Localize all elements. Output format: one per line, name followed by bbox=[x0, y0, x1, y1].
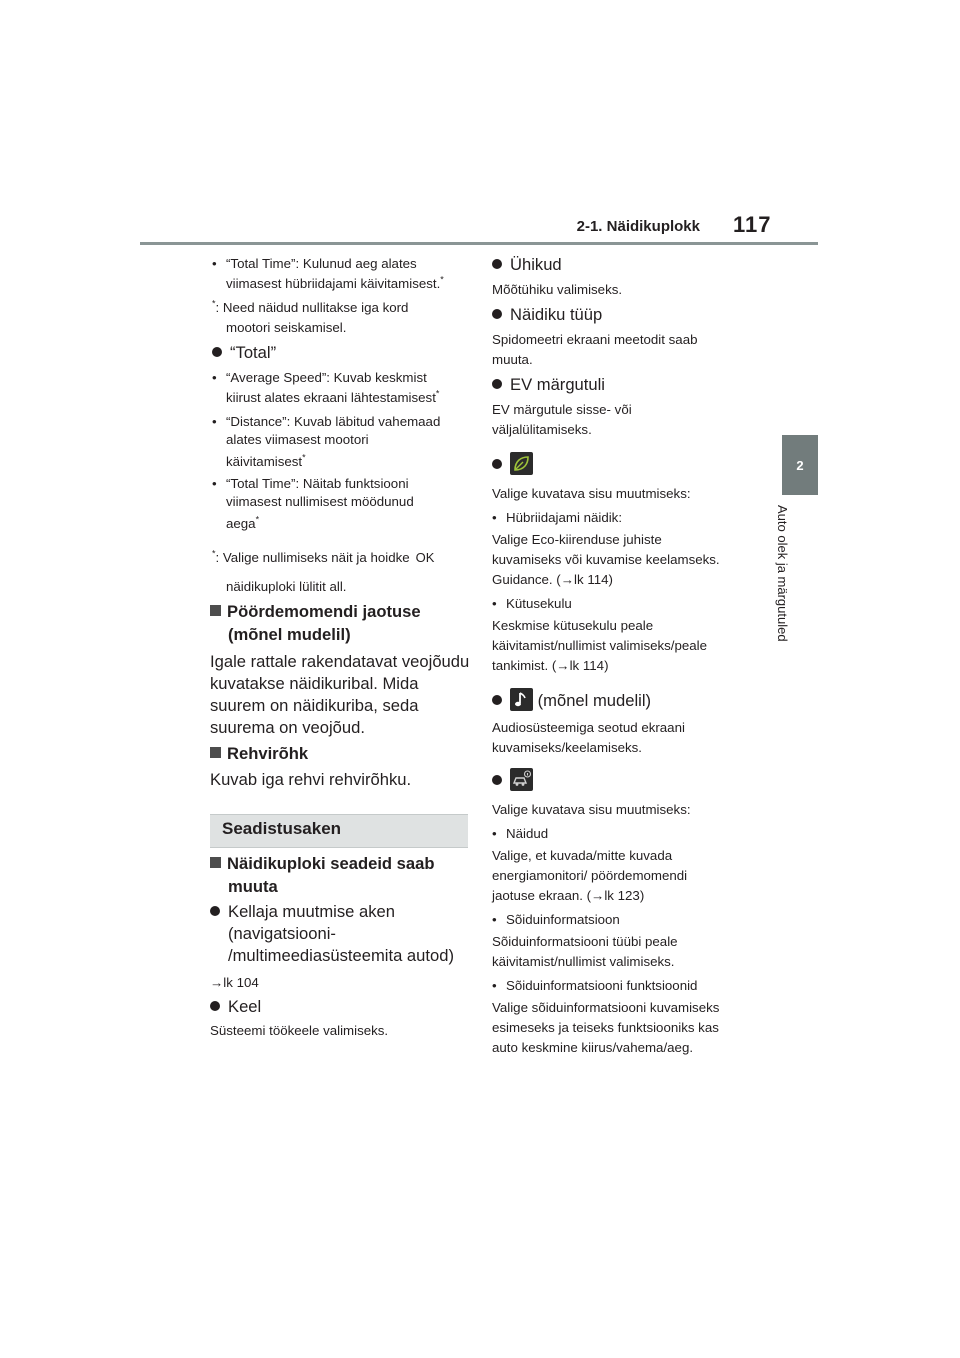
paragraph-meter-type bbox=[492, 330, 697, 370]
chapter-number: 2 bbox=[796, 457, 804, 473]
paragraph-line: Guidance. (→lk 114) bbox=[492, 572, 613, 587]
paragraph-line: tankimist. (→lk 114) bbox=[492, 658, 609, 673]
list-item: • Sõiduinformatsiooni funktsioonid bbox=[492, 978, 698, 993]
list-item-text: Kütusekulu bbox=[506, 596, 572, 611]
heading-torque bbox=[210, 601, 421, 623]
section-header-text: Seadistusaken bbox=[222, 819, 342, 838]
item-text: Kellaja muutmise aken bbox=[228, 902, 395, 921]
paragraph-line: Spidomeetri ekraani meetodit saab bbox=[492, 332, 698, 347]
item-clock-continuation bbox=[228, 945, 454, 967]
paragraph-line: Sõiduinformatsiooni tüübi peale bbox=[492, 934, 678, 949]
paragraph-vehicle-info: Valige kuvatava sisu muutmiseks: bbox=[492, 802, 691, 817]
list-item: • Kütusekulu bbox=[492, 596, 572, 611]
settings-section-header bbox=[210, 814, 468, 848]
item-units bbox=[492, 254, 562, 276]
paragraph-line: kuvamiseks või kuvamise keelamseks. bbox=[492, 552, 720, 567]
footnote-continuation bbox=[226, 577, 346, 597]
paragraph-tire: Kuvab iga rehvi rehvirõhku. bbox=[210, 770, 412, 789]
paragraph-language: Süsteemi töökeele valimiseks. bbox=[210, 1023, 389, 1038]
chapter-tab bbox=[782, 435, 818, 495]
bullet-dot-icon bbox=[210, 1001, 220, 1011]
item-audio bbox=[492, 688, 651, 712]
list-item-text: viimasest hübriidajami käivitamisest. bbox=[226, 276, 441, 291]
square-bullet-icon bbox=[210, 747, 221, 758]
list-item: • “Average Speed”: Kuvab keskmist bbox=[212, 370, 427, 385]
paragraph-audio bbox=[492, 718, 685, 758]
list-item-text: “Average Speed”: Kuvab keskmist bbox=[226, 370, 427, 385]
paragraph-line: muuta. bbox=[492, 352, 533, 367]
bullet-dot-icon bbox=[492, 259, 502, 269]
footnote bbox=[212, 548, 434, 568]
footnote-mark: * bbox=[212, 298, 216, 309]
item-text: /multimeediasüsteemita autod) bbox=[228, 946, 454, 965]
paragraph-line: jaotuse ekraan. (→lk 123) bbox=[492, 888, 645, 903]
page-number: 117 bbox=[733, 212, 772, 237]
item-clock bbox=[210, 901, 395, 923]
footnote-mark: * bbox=[212, 548, 216, 559]
chapter-title-text: Auto olek ja märgutuled bbox=[775, 505, 790, 642]
header-rule bbox=[140, 242, 818, 245]
bullet-dot-icon bbox=[210, 906, 220, 916]
bullet-dot-icon bbox=[492, 775, 502, 785]
footnote-text: mootori seiskamisel. bbox=[226, 320, 347, 335]
paragraph-line: esimeseks ja teiseks funktsiooniks kas bbox=[492, 1020, 719, 1035]
list-item-text: “Total Time”: Kulunud aeg alates bbox=[226, 256, 417, 271]
list-item-text: viimasest nullimisest möödunud bbox=[226, 494, 414, 509]
item-eco bbox=[492, 452, 533, 476]
paragraph-ev bbox=[492, 400, 632, 440]
paragraph-line: käivitamist/nullimist valimiseks/peale bbox=[492, 638, 708, 653]
paragraph-line: käivitamist/nullimist valimiseks. bbox=[492, 954, 675, 969]
paragraph-line: kuvatakse näidikuribal. Mida bbox=[210, 674, 419, 693]
footnote-mark: * bbox=[255, 514, 260, 525]
paragraph-line: Keskmise kütusekulu peale bbox=[492, 618, 654, 633]
paragraph-trip-func bbox=[492, 998, 719, 1058]
heading-text: Rehvirõhk bbox=[227, 744, 309, 763]
item-text: Ühikud bbox=[510, 255, 562, 274]
footnote-text: näidikuploki lülitit all. bbox=[226, 579, 347, 594]
list-item-text: käivitamisest bbox=[226, 454, 303, 469]
item-clock-continuation bbox=[228, 923, 336, 945]
paragraph-eco: Valige kuvatava sisu muutmiseks: bbox=[492, 486, 691, 501]
section-title: 2-1. Näidikuplokk bbox=[576, 218, 700, 235]
leaf-icon bbox=[510, 452, 533, 475]
heading-text: (mõnel mudelil) bbox=[228, 625, 351, 644]
paragraph-line: Valige, et kuvada/mitte kuvada bbox=[492, 848, 673, 863]
item-meter-type bbox=[492, 304, 602, 326]
subheading-text: “Total” bbox=[230, 343, 277, 362]
paragraph-line: EV märgutule sisse- või bbox=[492, 402, 632, 417]
heading-text: muuta bbox=[228, 877, 278, 896]
item-vehicle-info bbox=[492, 768, 533, 792]
paragraph-torque bbox=[210, 651, 469, 739]
footnote bbox=[212, 298, 408, 318]
list-item: • Hübriidajami näidik: bbox=[492, 510, 623, 525]
bullet-dot-icon bbox=[492, 379, 502, 389]
list-item-text: aega bbox=[226, 516, 256, 531]
footnote-mark: * bbox=[440, 274, 444, 285]
heading-tire bbox=[210, 743, 308, 765]
paragraph-line: Igale rattale rakendatavat veojõudu bbox=[210, 652, 470, 671]
item-text: Näidiku tüüp bbox=[510, 305, 603, 324]
list-item-continuation bbox=[226, 492, 414, 512]
music-note-icon bbox=[510, 688, 533, 711]
paragraph-line: suurem on näidikuriba, seda bbox=[210, 696, 419, 715]
list-item-continuation bbox=[226, 452, 306, 472]
heading-torque-continuation bbox=[228, 624, 351, 646]
list-item: • Sõiduinformatsioon bbox=[492, 912, 620, 927]
paragraph-units: Mõõtühiku valimiseks. bbox=[492, 282, 623, 297]
list-item: • “Total Time”: Näitab funktsiooni bbox=[212, 476, 409, 491]
list-item-text: “Total Time”: Näitab funktsiooni bbox=[226, 476, 409, 491]
item-text: (mõnel mudelil) bbox=[537, 691, 652, 710]
list-item-continuation bbox=[226, 388, 439, 408]
paragraph-trip bbox=[492, 932, 678, 972]
paragraph-fuel bbox=[492, 616, 707, 676]
footnote-text: : Need näidud nullitakse iga kord bbox=[215, 300, 409, 315]
item-language bbox=[210, 996, 261, 1018]
paragraph-line: väljalülitamiseks. bbox=[492, 422, 592, 437]
heading-changeable bbox=[210, 853, 435, 875]
paragraph-line: Valige Eco-kiirenduse juhiste bbox=[492, 532, 662, 547]
list-item-continuation bbox=[226, 274, 444, 294]
subheading-total bbox=[212, 342, 276, 364]
list-item-text: “Distance”: Kuvab läbitud vahemaad bbox=[226, 414, 441, 429]
list-item-continuation bbox=[226, 430, 369, 450]
item-ev bbox=[492, 374, 605, 396]
paragraph-hybrid bbox=[492, 530, 720, 590]
item-text: EV märgutuli bbox=[510, 375, 605, 394]
footnote-mark: * bbox=[435, 388, 440, 399]
list-item-text: Näidud bbox=[506, 826, 549, 841]
list-item: • “Distance”: Kuvab läbitud vahemaad bbox=[212, 414, 441, 429]
square-bullet-icon bbox=[210, 605, 221, 616]
footnote-mark: * bbox=[302, 452, 306, 463]
chapter-title bbox=[775, 505, 818, 695]
bullet-dot-icon bbox=[212, 347, 222, 357]
bullet-dot-icon bbox=[492, 695, 502, 705]
list-item-continuation bbox=[226, 514, 259, 534]
bullet-dot-icon bbox=[492, 309, 502, 319]
paragraph-line: energiamonitori/ pöördemomendi bbox=[492, 868, 688, 883]
heading-changeable-continuation bbox=[228, 876, 278, 898]
square-bullet-icon bbox=[210, 857, 221, 868]
footnote-continuation bbox=[226, 318, 346, 338]
bullet-dot-icon bbox=[492, 459, 502, 469]
list-item: • “Total Time”: Kulunud aeg alates bbox=[212, 256, 417, 271]
list-item-text: kiirust alates ekraani lähtestamisest bbox=[226, 390, 436, 405]
page-reference: →lk 104 bbox=[210, 975, 259, 990]
heading-text: Pöördemomendi jaotuse bbox=[227, 602, 421, 621]
paragraph-line: Audiosüsteemiga seotud ekraani bbox=[492, 720, 685, 735]
list-item-text: alates viimasest mootori bbox=[226, 432, 369, 447]
ok-button-label: OK bbox=[415, 550, 435, 565]
heading-text: Näidikuploki seadeid saab bbox=[227, 854, 435, 873]
paragraph-gauges bbox=[492, 846, 687, 906]
list-item: • Näidud bbox=[492, 826, 549, 841]
item-text: (navigatsiooni- bbox=[228, 924, 336, 943]
list-item-text: Sõiduinformatsioon bbox=[506, 912, 620, 927]
list-item-text: Hübriidajami näidik: bbox=[506, 510, 623, 525]
paragraph-line: suurema on veojõud. bbox=[210, 718, 365, 737]
paragraph-line: Valige sõiduinformatsiooni kuvamiseks bbox=[492, 1000, 720, 1015]
footnote-text: : Valige nullimiseks näit ja hoidke bbox=[215, 550, 410, 565]
vehicle-info-icon bbox=[510, 768, 533, 791]
paragraph-line: auto keskmine kiirus/vahema/aeg. bbox=[492, 1040, 694, 1055]
list-item-text: Sõiduinformatsiooni funktsioonid bbox=[506, 978, 698, 993]
item-text: Keel bbox=[228, 997, 262, 1016]
paragraph-line: kuvamiseks/keelamiseks. bbox=[492, 740, 643, 755]
